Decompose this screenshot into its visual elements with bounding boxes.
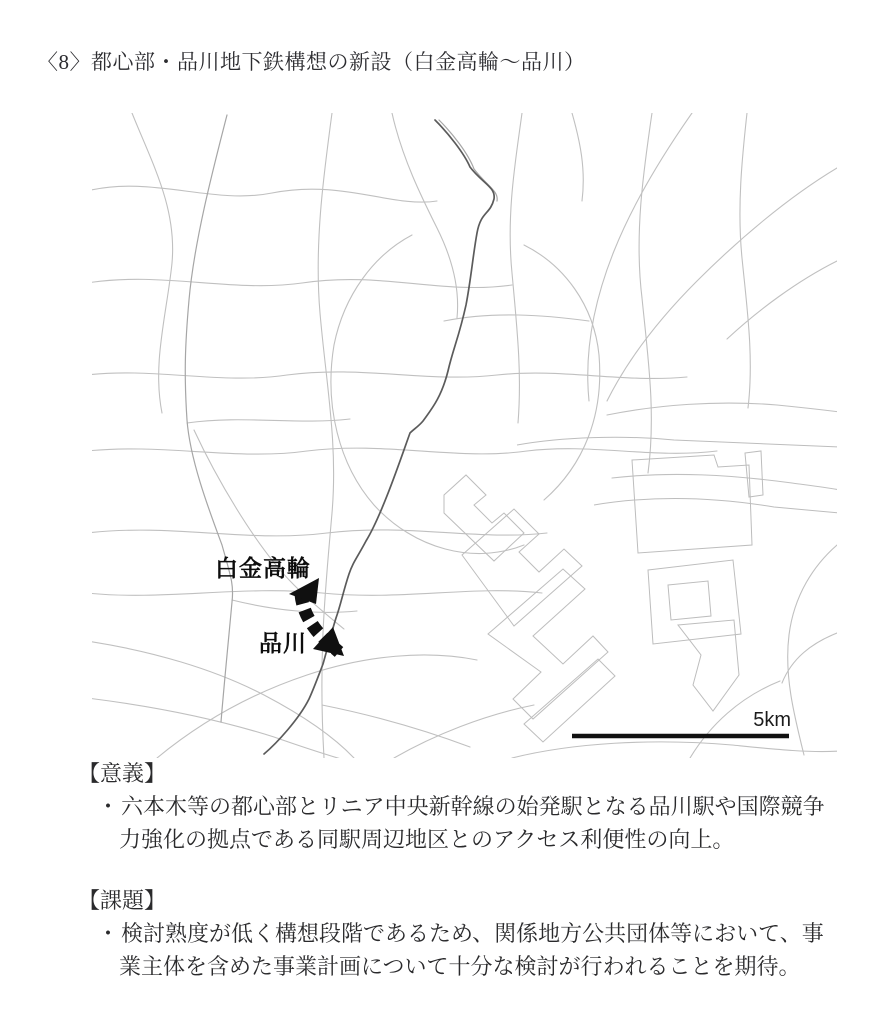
bullet-text-continued: 力強化の拠点である同駅周辺地区とのアクセス利便性の向上。 — [119, 827, 735, 852]
bullet-line — [97, 790, 891, 823]
bullet-text: 六本木等の都心部とリニア中央新幹線の始発駅となる品川駅や国際競争 — [121, 794, 825, 819]
station-label-shinagawa: 品川 — [259, 630, 307, 656]
map-canvas — [92, 113, 837, 758]
section-significance-heading: 【意義】 — [78, 761, 167, 786]
scale-bar-label: 5km — [753, 709, 791, 731]
main-rail-line — [264, 120, 494, 754]
section-issues-heading: 【課題】 — [78, 888, 167, 913]
section-significance — [0, 757, 891, 856]
bullet-marker: ・ — [97, 794, 120, 819]
bullet-line — [97, 917, 891, 950]
bullet-text-continued: 業主体を含めた事業計画について十分な検討が行われることを期待。 — [119, 954, 801, 979]
bullet-marker: ・ — [97, 921, 120, 946]
coastline — [444, 437, 837, 742]
bullet-text: 検討熟度が低く構想段階であるため、関係地方公共団体等において、事 — [121, 921, 824, 946]
station-label-shirokane-takanawa: 白金高輪 — [215, 555, 311, 581]
map-figure — [92, 113, 837, 758]
page-title: 〈8〉都心部・品川地下鉄構想の新設（白金高輪～品川） — [37, 50, 586, 74]
arterial-lines — [185, 115, 497, 722]
section-issues — [0, 884, 891, 983]
